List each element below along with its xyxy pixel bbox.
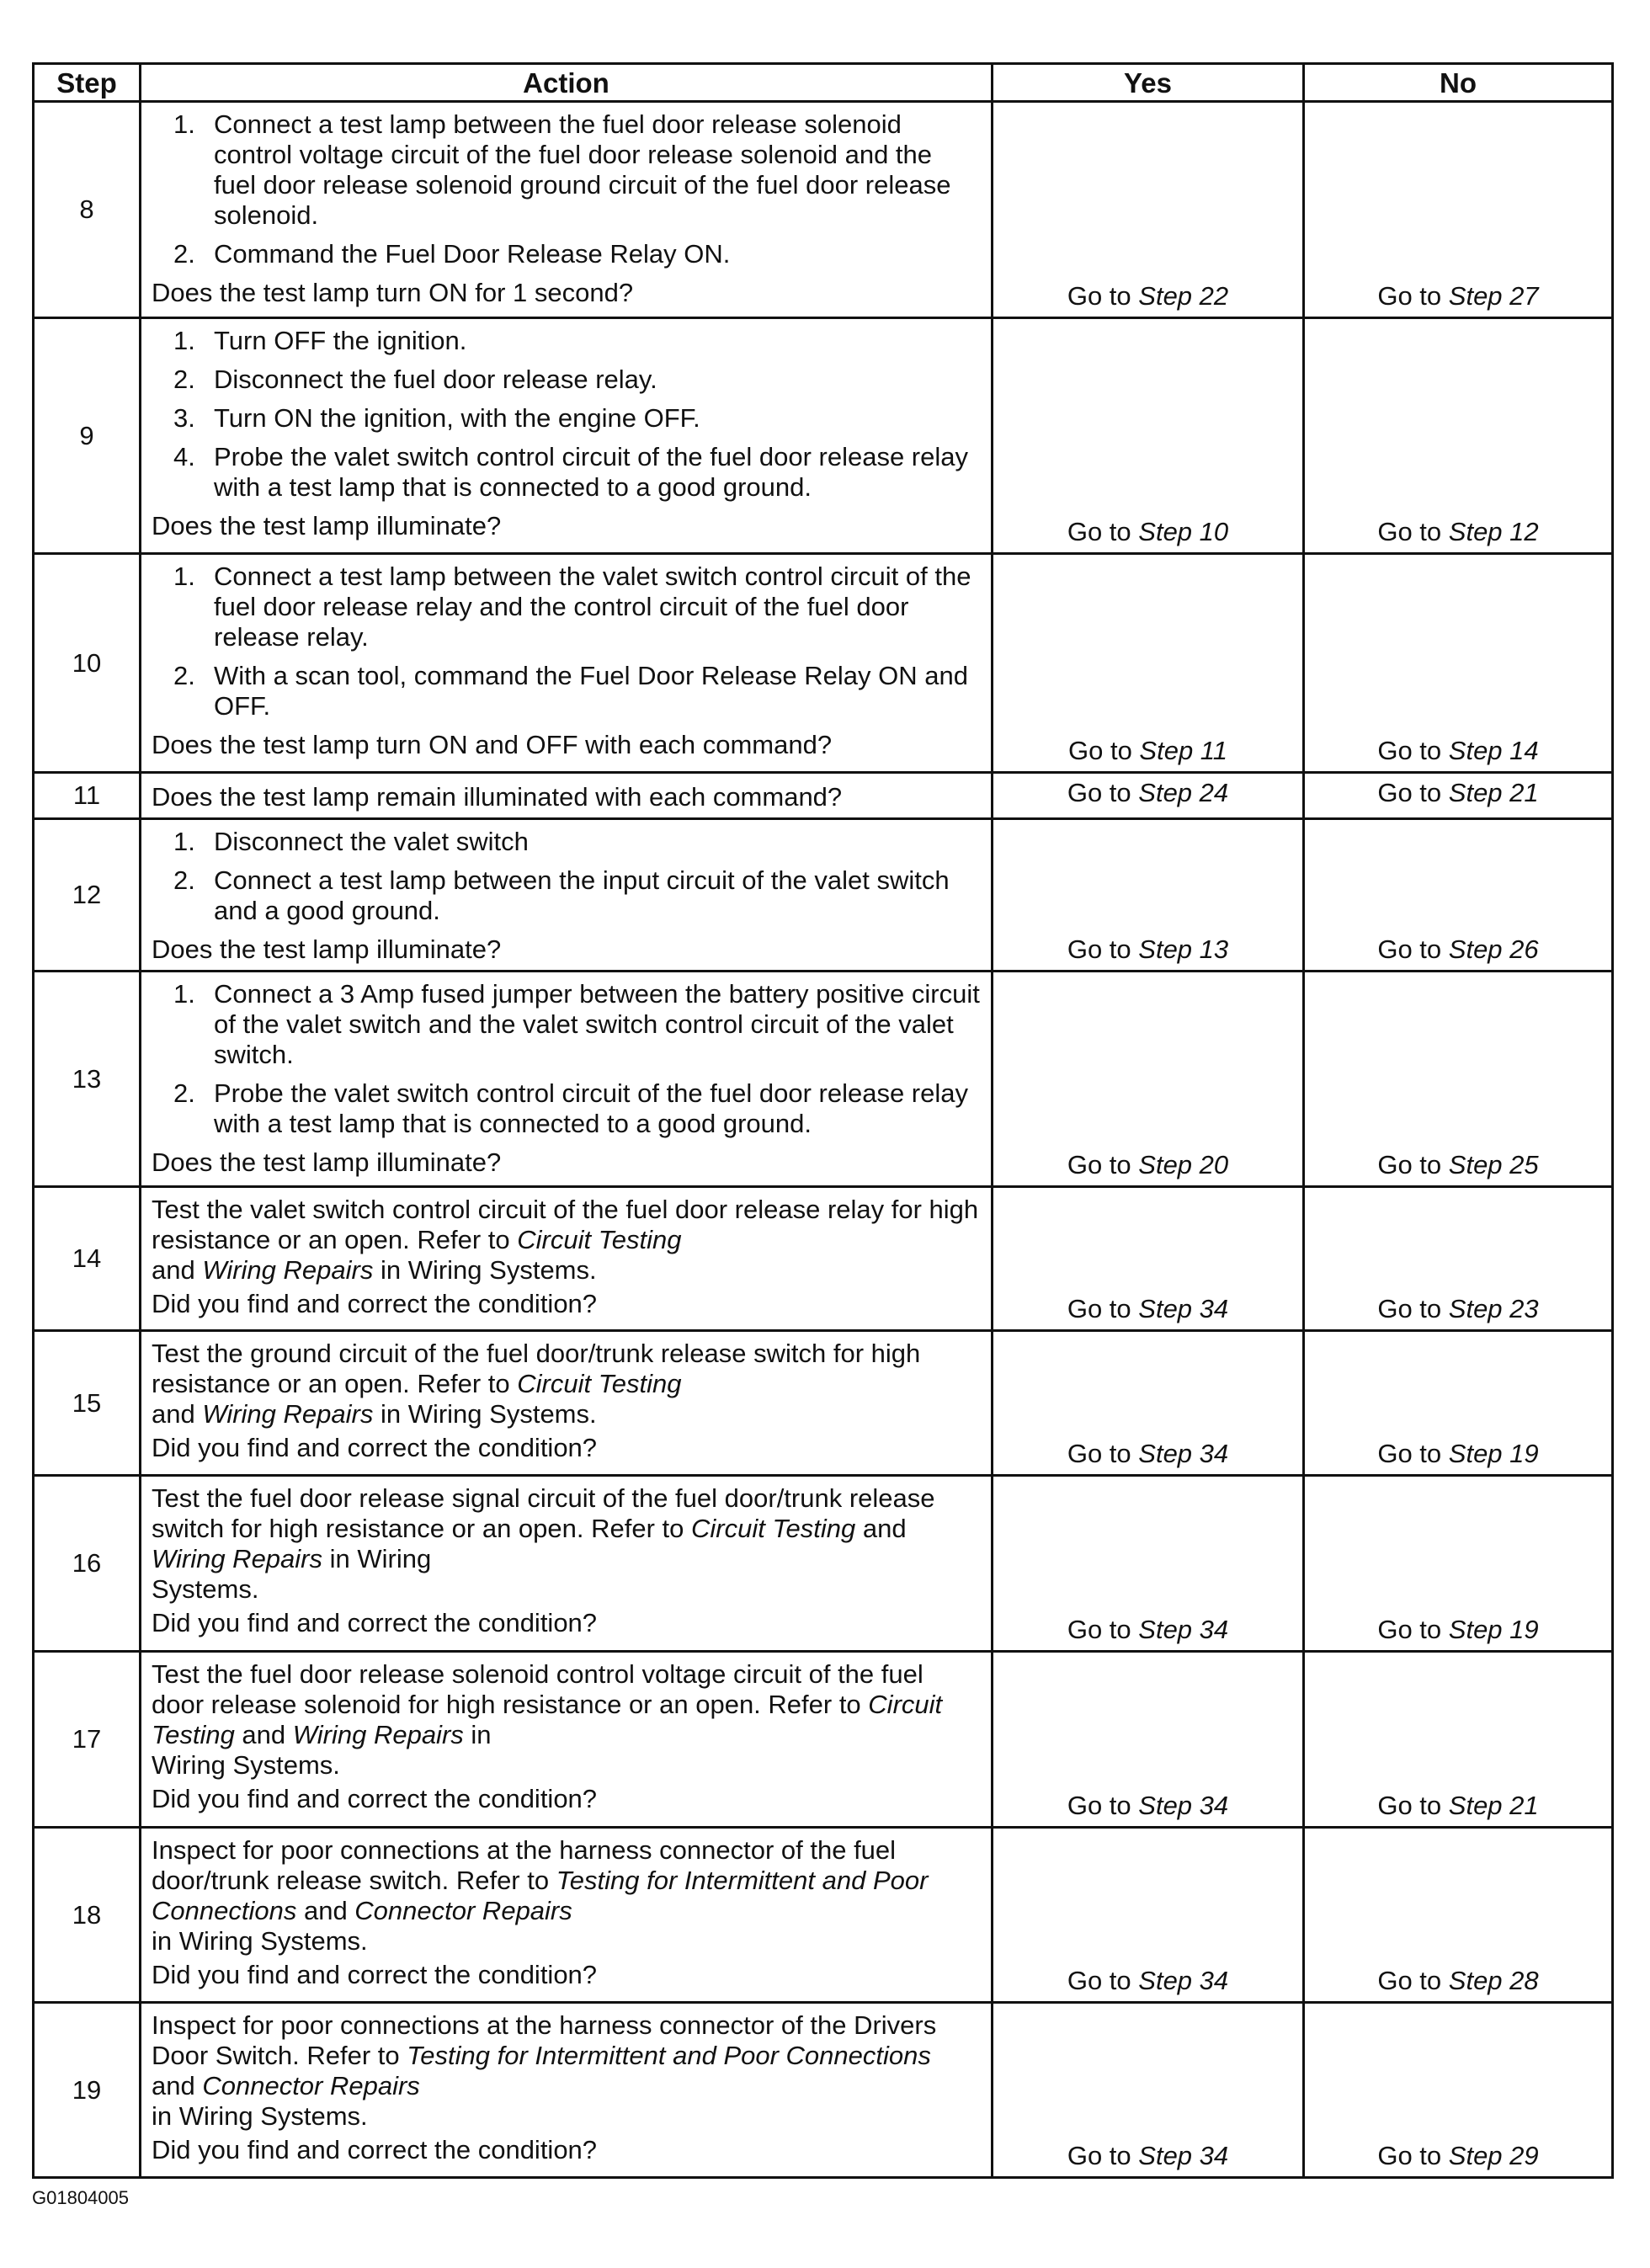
table-body <box>34 102 1613 2178</box>
step-number: 17 <box>34 1652 141 1828</box>
goto-step-ref: Step 29 <box>1448 2141 1539 2170</box>
action-step-item <box>152 403 981 434</box>
action-step-number: 2. <box>173 1078 195 1108</box>
goto-step-ref: Step 20 <box>1138 1150 1229 1179</box>
goto-prefix: Go to <box>1377 1294 1449 1323</box>
header-action: Action <box>141 64 993 102</box>
goto-prefix: Go to <box>1377 778 1449 807</box>
action-question: Did you find and correct the condition? <box>152 1608 598 1637</box>
action-step-item <box>152 1078 981 1139</box>
action-step-text: Connect a test lamp between the fuel door release solenoid control voltage circuit of the fuel door release solenoid and the fuel door release solenoid ground circuit of the fuel door release solenoid. <box>214 109 951 230</box>
action-step-number: 1. <box>173 562 195 591</box>
goto-step-ref: Step 10 <box>1138 517 1229 546</box>
action-question: Does the test lamp illuminate? <box>152 1147 502 1177</box>
action-question: Did you find and correct the condition? <box>152 1784 598 1813</box>
goto-prefix: Go to <box>1067 1150 1139 1179</box>
no-cell <box>1304 102 1613 318</box>
action-step-text: Command the Fuel Door Release Relay ON. <box>214 239 731 269</box>
action-step-text: With a scan tool, command the Fuel Door Release Relay ON and OFF. <box>214 661 968 721</box>
goto-step-ref: Step 25 <box>1448 1150 1539 1179</box>
action-question: Did you find and correct the condition? <box>152 1289 598 1318</box>
action-question: Does the test lamp illuminate? <box>152 934 502 964</box>
step-number: 10 <box>34 554 141 773</box>
step-number: 18 <box>34 1828 141 2003</box>
table-row <box>34 972 1613 1187</box>
action-text: Inspect for poor connections at the harness connector of the Drivers Door Switch. Refer to Testing for Intermittent and Poor Connections and Connector Repairs in Wiring Systems. <box>152 2010 937 2131</box>
goto-prefix: Go to <box>1067 517 1139 546</box>
goto-step-ref: Step 28 <box>1448 1966 1539 1995</box>
action-step-item <box>152 109 981 231</box>
goto-prefix: Go to <box>1377 517 1449 546</box>
action-step-number: 1. <box>173 979 195 1009</box>
no-cell <box>1304 819 1613 972</box>
action-cell <box>141 1187 993 1331</box>
goto-prefix: Go to <box>1067 934 1139 964</box>
action-question: Does the test lamp remain illuminated with each command? <box>152 782 843 812</box>
action-step-text: Connect a 3 Amp fused jumper between the battery positive circuit of the valet switch and the valet switch control circuit of the valet switch. <box>214 979 980 1069</box>
yes-cell <box>993 318 1304 554</box>
yes-cell <box>993 1187 1304 1331</box>
no-cell <box>1304 2003 1613 2178</box>
no-cell <box>1304 972 1613 1187</box>
action-step-number: 4. <box>173 442 195 471</box>
action-step-text: Turn OFF the ignition. <box>214 326 467 355</box>
action-step-item <box>152 326 981 356</box>
table-row <box>34 1652 1613 1828</box>
yes-cell <box>993 1476 1304 1652</box>
action-step-item <box>152 562 981 652</box>
goto-prefix: Go to <box>1067 736 1140 765</box>
yes-cell <box>993 1652 1304 1828</box>
action-step-item <box>152 827 981 857</box>
action-step-text: Disconnect the valet switch <box>214 827 529 856</box>
action-step-text: Probe the valet switch control circuit of the fuel door release relay with a test lamp that is connected to a good ground. <box>214 442 969 502</box>
action-step-text: Connect a test lamp between the input circuit of the valet switch and a good ground. <box>214 865 950 925</box>
action-steps-list <box>152 109 981 269</box>
action-cell <box>141 102 993 318</box>
header-row <box>34 64 1613 102</box>
table-row <box>34 819 1613 972</box>
table-row <box>34 1331 1613 1476</box>
goto-prefix: Go to <box>1377 2141 1449 2170</box>
action-question: Did you find and correct the condition? <box>152 1960 598 1989</box>
action-step-number: 1. <box>173 109 195 139</box>
no-cell <box>1304 1476 1613 1652</box>
no-cell <box>1304 1652 1613 1828</box>
table-row <box>34 773 1613 819</box>
goto-step-ref: Step 12 <box>1448 517 1539 546</box>
header-no: No <box>1304 64 1613 102</box>
goto-step-ref: Step 26 <box>1448 934 1539 964</box>
action-question: Does the test lamp turn ON for 1 second? <box>152 278 634 307</box>
header-step: Step <box>34 64 141 102</box>
action-cell <box>141 318 993 554</box>
goto-prefix: Go to <box>1067 1966 1139 1995</box>
no-cell <box>1304 554 1613 773</box>
action-cell <box>141 2003 993 2178</box>
goto-prefix: Go to <box>1067 2141 1139 2170</box>
goto-step-ref: Step 22 <box>1138 281 1229 311</box>
goto-step-ref: Step 11 <box>1139 736 1227 765</box>
action-cell <box>141 554 993 773</box>
goto-prefix: Go to <box>1377 1439 1449 1468</box>
action-step-number: 1. <box>173 326 195 355</box>
figure-id: G01804005 <box>32 2187 129 2208</box>
action-text: Inspect for poor connections at the harness connector of the fuel door/trunk release switch. Refer to Testing for Intermittent and Poor Connections and Connector Repairs in Wiring Systems. <box>152 1835 929 1956</box>
action-steps-list <box>152 827 981 926</box>
action-steps-list <box>152 562 981 721</box>
step-number: 11 <box>34 773 141 819</box>
goto-step-ref: Step 34 <box>1138 1791 1229 1820</box>
action-step-item <box>152 239 981 269</box>
table-row <box>34 1187 1613 1331</box>
action-question: Did you find and correct the condition? <box>152 1433 598 1462</box>
action-steps-list <box>152 979 981 1139</box>
yes-cell <box>993 102 1304 318</box>
goto-prefix: Go to <box>1067 1791 1139 1820</box>
action-step-number: 2. <box>173 365 195 394</box>
yes-cell <box>993 819 1304 972</box>
action-cell <box>141 972 993 1187</box>
action-step-item <box>152 442 981 503</box>
step-number: 15 <box>34 1331 141 1476</box>
action-question: Does the test lamp illuminate? <box>152 511 502 540</box>
action-step-number: 2. <box>173 239 195 269</box>
header-yes: Yes <box>993 64 1304 102</box>
step-number: 9 <box>34 318 141 554</box>
goto-prefix: Go to <box>1377 934 1449 964</box>
goto-prefix: Go to <box>1067 1615 1139 1644</box>
action-step-item <box>152 979 981 1070</box>
step-number: 14 <box>34 1187 141 1331</box>
step-number: 13 <box>34 972 141 1187</box>
step-number: 8 <box>34 102 141 318</box>
goto-step-ref: Step 23 <box>1448 1294 1539 1323</box>
goto-step-ref: Step 19 <box>1448 1615 1539 1644</box>
goto-step-ref: Step 19 <box>1448 1439 1539 1468</box>
goto-step-ref: Step 13 <box>1138 934 1229 964</box>
action-step-number: 1. <box>173 827 195 856</box>
no-cell <box>1304 1828 1613 2003</box>
action-step-text: Probe the valet switch control circuit of the fuel door release relay with a test lamp that is connected to a good ground. <box>214 1078 969 1138</box>
goto-step-ref: Step 24 <box>1138 778 1229 807</box>
yes-cell <box>993 1331 1304 1476</box>
goto-step-ref: Step 14 <box>1448 736 1539 765</box>
step-number: 12 <box>34 819 141 972</box>
action-step-text: Turn ON the ignition, with the engine OFF. <box>214 403 700 433</box>
goto-step-ref: Step 34 <box>1138 1439 1229 1468</box>
action-cell <box>141 1828 993 2003</box>
action-text: Test the ground circuit of the fuel door/trunk release switch for high resistance or an open. Refer to Circuit Testing and Wiring Repairs in Wiring Systems. <box>152 1339 921 1429</box>
action-cell <box>141 819 993 972</box>
action-text: Test the valet switch control circuit of the fuel door release relay for high resistance or an open. Refer to Circuit Testing and Wiring Repairs in Wiring Systems. <box>152 1195 979 1285</box>
goto-step-ref: Step 34 <box>1138 2141 1229 2170</box>
action-cell <box>141 1476 993 1652</box>
step-number: 19 <box>34 2003 141 2178</box>
goto-prefix: Go to <box>1067 1439 1139 1468</box>
no-cell <box>1304 1187 1613 1331</box>
action-step-text: Connect a test lamp between the valet switch control circuit of the fuel door release relay and the control circuit of the fuel door release relay. <box>214 562 971 652</box>
table-row <box>34 318 1613 554</box>
goto-prefix: Go to <box>1377 1791 1449 1820</box>
table-row <box>34 1476 1613 1652</box>
action-text: Test the fuel door release signal circuit of the fuel door/trunk release switch for high resistance or an open. Refer to Circuit Testing and Wiring Repairs in Wiring Systems. <box>152 1483 935 1604</box>
step-number: 16 <box>34 1476 141 1652</box>
action-question: Does the test lamp turn ON and OFF with each command? <box>152 730 833 759</box>
goto-step-ref: Step 21 <box>1448 778 1539 807</box>
table-row <box>34 554 1613 773</box>
goto-prefix: Go to <box>1377 736 1449 765</box>
yes-cell <box>993 1828 1304 2003</box>
table-row <box>34 1828 1613 2003</box>
yes-cell <box>993 554 1304 773</box>
action-cell <box>141 1331 993 1476</box>
action-step-number: 2. <box>173 661 195 690</box>
no-cell <box>1304 1331 1613 1476</box>
no-cell <box>1304 773 1613 819</box>
goto-step-ref: Step 34 <box>1138 1615 1229 1644</box>
goto-prefix: Go to <box>1067 778 1139 807</box>
goto-step-ref: Step 34 <box>1138 1294 1229 1323</box>
goto-prefix: Go to <box>1377 1615 1449 1644</box>
action-step-number: 2. <box>173 865 195 895</box>
diagnostic-table <box>32 62 1614 2179</box>
action-question: Did you find and correct the condition? <box>152 2135 598 2164</box>
goto-prefix: Go to <box>1377 1150 1449 1179</box>
goto-prefix: Go to <box>1067 281 1139 311</box>
action-text: Test the fuel door release solenoid control voltage circuit of the fuel door release solenoid for high resistance or an open. Refer to Circuit Testing and Wiring Repairs in Wiring Systems. <box>152 1659 943 1780</box>
action-step-number: 3. <box>173 403 195 433</box>
yes-cell <box>993 773 1304 819</box>
goto-step-ref: Step 21 <box>1448 1791 1539 1820</box>
action-step-item <box>152 865 981 926</box>
action-step-item <box>152 365 981 395</box>
action-cell <box>141 773 993 819</box>
goto-prefix: Go to <box>1377 281 1449 311</box>
action-cell <box>141 1652 993 1828</box>
goto-step-ref: Step 34 <box>1138 1966 1229 1995</box>
action-steps-list <box>152 326 981 503</box>
table-row <box>34 102 1613 318</box>
yes-cell <box>993 972 1304 1187</box>
yes-cell <box>993 2003 1304 2178</box>
no-cell <box>1304 318 1613 554</box>
goto-step-ref: Step 27 <box>1448 281 1539 311</box>
goto-prefix: Go to <box>1067 1294 1139 1323</box>
action-step-text: Disconnect the fuel door release relay. <box>214 365 657 394</box>
goto-prefix: Go to <box>1377 1966 1449 1995</box>
table-row <box>34 2003 1613 2178</box>
action-step-item <box>152 661 981 721</box>
